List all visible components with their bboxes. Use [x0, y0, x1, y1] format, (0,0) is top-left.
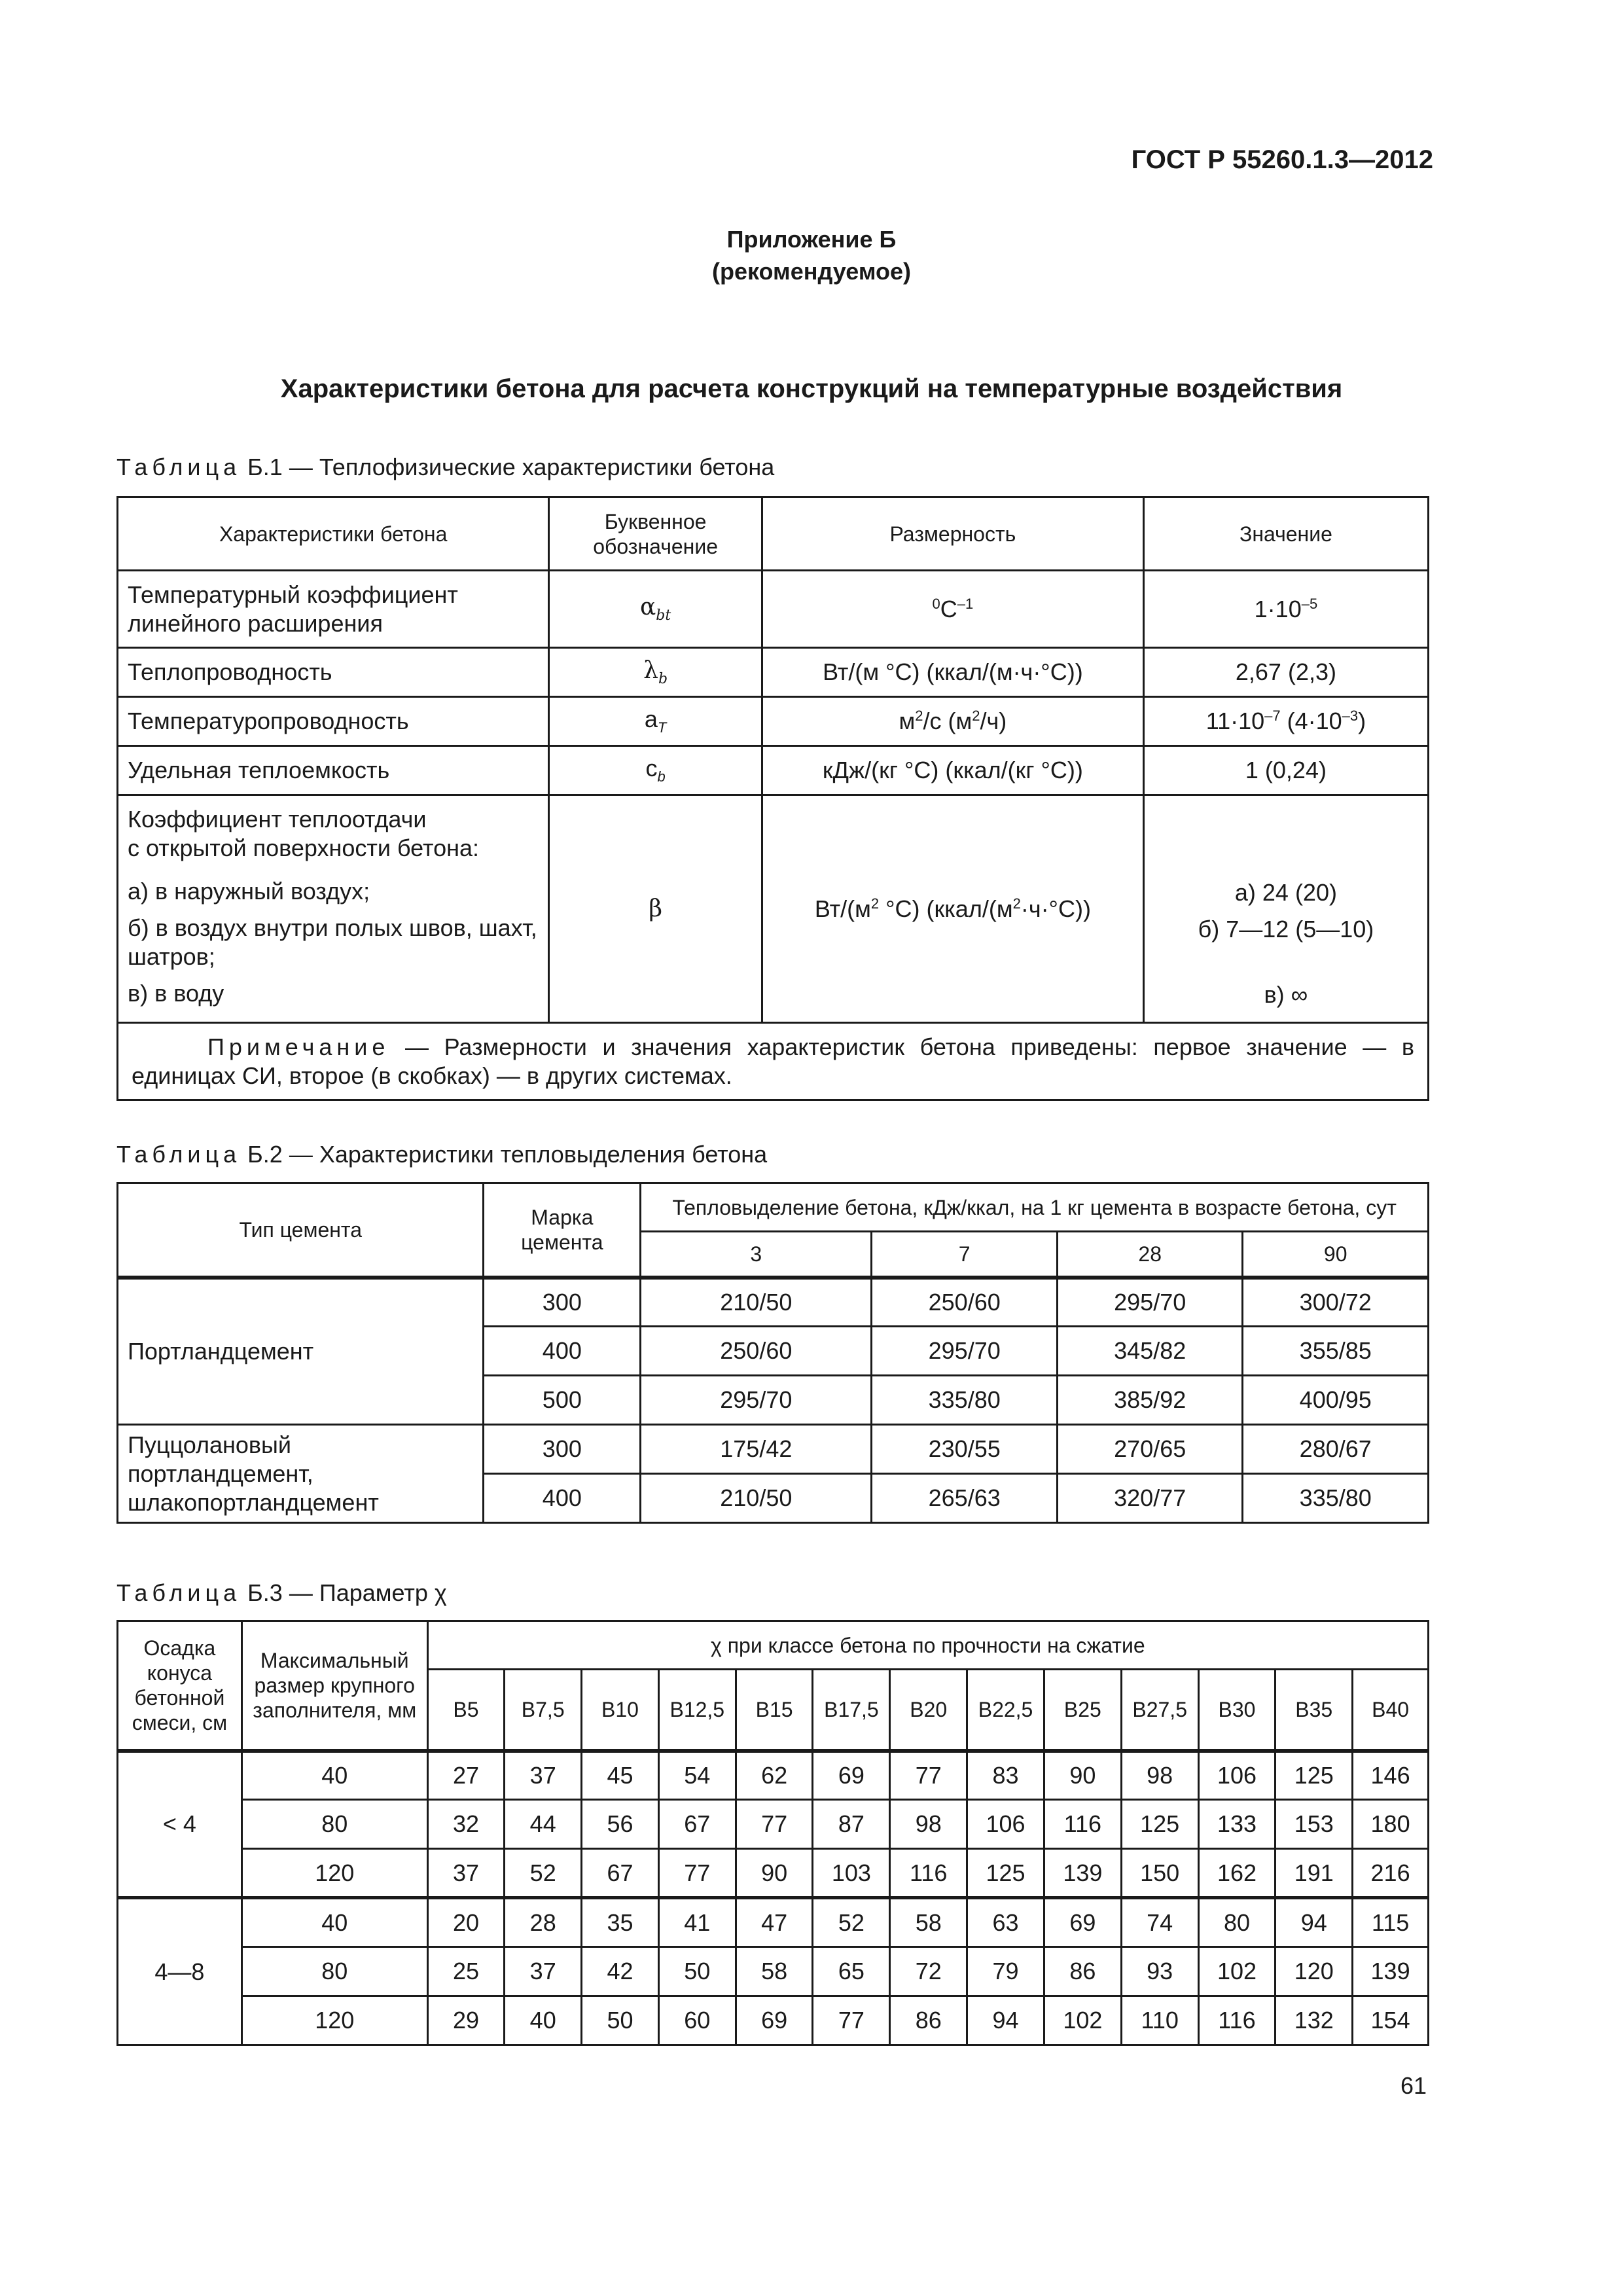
table2-cell: 335/80 [872, 1376, 1058, 1425]
table2-age: 90 [1243, 1232, 1429, 1278]
table3-cell: 58 [890, 1898, 967, 1947]
table1-unit [762, 795, 1143, 1023]
table1-unit [762, 697, 1143, 746]
table3-cell: 52 [813, 1898, 890, 1947]
table1-header-row [118, 497, 1429, 571]
table3-cell: 125 [1275, 1751, 1353, 1800]
annex-status: (рекомендуемое) [712, 258, 911, 285]
table-row [118, 1800, 1429, 1849]
table3-cell: 150 [1121, 1849, 1198, 1898]
table3-header-slump: Осадка конуса бетонной смеси, см [118, 1621, 242, 1751]
unit-text: /ч) [980, 708, 1007, 734]
table3-cell: 98 [890, 1800, 967, 1849]
table2-cell: 270/65 [1057, 1425, 1243, 1474]
table3-cell: 29 [427, 1996, 505, 2045]
table3-cell: 37 [427, 1849, 505, 1898]
table2-header-grade: Марка цемента [484, 1183, 641, 1278]
table1-characteristic-line: с открытой поверхности бетона: [128, 834, 480, 861]
unit-superscript: 2 [915, 708, 923, 724]
table3-class-header: B40 [1353, 1670, 1429, 1751]
value-text: 11·10 [1205, 708, 1265, 734]
table3-cell: 52 [505, 1849, 582, 1898]
table1-characteristic [118, 571, 549, 648]
table1-value [1143, 697, 1428, 746]
table3-cell: 90 [1044, 1751, 1121, 1800]
unit-text: м [899, 708, 916, 734]
table1-characteristic: Теплопроводность [118, 648, 549, 697]
unit-text: Вт/(м [814, 895, 871, 922]
table3-cell: 116 [1044, 1800, 1121, 1849]
table3-cell: 216 [1353, 1849, 1429, 1898]
table3-cell: 37 [505, 1947, 582, 1996]
table2-cell: 210/50 [641, 1278, 872, 1327]
table3-cell: 133 [1198, 1800, 1275, 1849]
table2-cell: 335/80 [1243, 1474, 1429, 1523]
table1-unit [762, 571, 1143, 648]
table3-cell: 86 [1044, 1947, 1121, 1996]
table2-grade: 400 [484, 1327, 641, 1376]
table1-row [118, 648, 1429, 697]
table1-header-unit: Размерность [762, 497, 1143, 571]
table2-cell: 385/92 [1057, 1376, 1243, 1425]
table3-aggregate: 80 [241, 1947, 427, 1996]
table3-class-header: B35 [1275, 1670, 1353, 1751]
table3-caption-text: Б.3 — Параметр χ [247, 1579, 447, 1606]
unit-superscript: 2 [1012, 895, 1021, 912]
table3-cell: 116 [890, 1849, 967, 1898]
table3-cell: 180 [1353, 1800, 1429, 1849]
table3-cell: 45 [582, 1751, 659, 1800]
table1-list-item: б) в воздух внутри полых швов, шахт, шатров; [128, 914, 537, 970]
table3-cell: 125 [1121, 1800, 1198, 1849]
table2-cell: 280/67 [1243, 1425, 1429, 1474]
table1-header-characteristic: Характеристики бетона [118, 497, 549, 571]
table2-cell: 295/70 [641, 1376, 872, 1425]
table1-symbol [549, 697, 762, 746]
table3-cell: 132 [1275, 1996, 1353, 2045]
table3-class-header: B27,5 [1121, 1670, 1198, 1751]
table2-grade: 400 [484, 1474, 641, 1523]
table2-cell: 355/85 [1243, 1327, 1429, 1376]
table-row [118, 1947, 1429, 1996]
table3-cell: 41 [658, 1898, 736, 1947]
section-title: Характеристики бетона для расчета конструкций на температурные воздействия [280, 374, 1343, 403]
table3-cell: 69 [813, 1751, 890, 1800]
symbol-subscript: b [657, 768, 666, 785]
table2-header-row [118, 1183, 1429, 1232]
table3-class-header: B15 [736, 1670, 813, 1751]
table3-cell: 40 [505, 1996, 582, 2045]
value-text: 1·10 [1254, 595, 1302, 622]
table1-note [118, 1023, 1429, 1100]
table1-unit: кДж/(кг °С) (ккал/(кг °С)) [762, 746, 1143, 795]
table3-class-header: B25 [1044, 1670, 1121, 1751]
table3-cell: 106 [967, 1800, 1044, 1849]
table1-value [1143, 571, 1428, 648]
value-text: ) [1358, 708, 1366, 734]
table3-cell: 79 [967, 1947, 1044, 1996]
table2-cell: 265/63 [872, 1474, 1058, 1523]
table3-cell: 94 [1275, 1898, 1353, 1947]
table3-cell: 50 [658, 1947, 736, 1996]
symbol-lambda: λ [643, 656, 658, 684]
table1-symbol [549, 571, 762, 648]
table3-cell: 83 [967, 1751, 1044, 1800]
table1-characteristic-line: линейного расширения [128, 609, 383, 637]
table3-cell: 56 [582, 1800, 659, 1849]
table3-cell: 94 [967, 1996, 1044, 2045]
note-text: — Размерности и значения характеристик бетона приведены: первое значение — в единицах СИ, второе (в скобках) — в других системах. [132, 1033, 1414, 1089]
table3-caption-label: Таблица [116, 1579, 241, 1606]
table3-class-header: B22,5 [967, 1670, 1044, 1751]
table1-list-item: в) в воду [128, 980, 224, 1007]
table1-row [118, 746, 1429, 795]
unit-superscript: –1 [957, 595, 974, 612]
table3-cell: 139 [1044, 1849, 1121, 1898]
table1-characteristic: Температуропроводность [118, 697, 549, 746]
table2-cell: 300/72 [1243, 1278, 1429, 1327]
table3-slump: < 4 [118, 1751, 242, 1898]
note-label: Примечание [207, 1033, 390, 1060]
symbol-a: a [644, 706, 658, 733]
table3-cell: 146 [1353, 1751, 1429, 1800]
table3-cell: 102 [1044, 1996, 1121, 2045]
table1-characteristic-line: Коэффициент теплоотдачи [128, 806, 427, 833]
value-superscript: –3 [1342, 708, 1359, 724]
table3-class-header: B5 [427, 1670, 505, 1751]
table3-cell: 115 [1353, 1898, 1429, 1947]
table3-cell: 110 [1121, 1996, 1198, 2045]
table3-cell: 62 [736, 1751, 813, 1800]
value-superscript: –7 [1264, 708, 1281, 724]
table1-value: 1 (0,24) [1143, 746, 1428, 795]
table3-cell: 63 [967, 1898, 1044, 1947]
table2-cement-type: Пуццолановый портландцемент, шлакопортландцемент [118, 1425, 484, 1523]
table3-cell: 191 [1275, 1849, 1353, 1898]
table3-cell: 154 [1353, 1996, 1429, 2045]
table3-class-header: B7,5 [505, 1670, 582, 1751]
table3-cell: 139 [1353, 1947, 1429, 1996]
table2-cell: 250/60 [641, 1327, 872, 1376]
table3-aggregate: 40 [241, 1751, 427, 1800]
table3-cell: 86 [890, 1996, 967, 2045]
table3-cell: 90 [736, 1849, 813, 1898]
table3-cell: 103 [813, 1849, 890, 1898]
table2-grade: 300 [484, 1278, 641, 1327]
table3-cell: 116 [1198, 1996, 1275, 2045]
table2-cement-type: Портландцемент [118, 1278, 484, 1425]
table-row [118, 1849, 1429, 1898]
table1-row [118, 571, 1429, 648]
table1-value: 2,67 (2,3) [1143, 648, 1428, 697]
table3-cell: 153 [1275, 1800, 1353, 1849]
table1-caption-label: Таблица [116, 454, 241, 480]
table3-cell: 77 [658, 1849, 736, 1898]
table3-cell: 102 [1198, 1947, 1275, 1996]
table1-row [118, 697, 1429, 746]
table1-caption [116, 454, 774, 481]
annex-title: Приложение Б [726, 226, 897, 253]
table1-characteristic-line: Температурный коэффициент [128, 581, 458, 608]
table3-cell: 162 [1198, 1849, 1275, 1898]
table3-aggregate: 120 [241, 1996, 427, 2045]
table3-cell: 28 [505, 1898, 582, 1947]
unit-text: C [940, 595, 957, 622]
unit-text: °С) (ккал/(м [879, 895, 1013, 922]
table3-header-chi: χ при классе бетона по прочности на сжатие [427, 1621, 1428, 1670]
symbol-subscript: bt [656, 607, 671, 624]
table3-cell: 93 [1121, 1947, 1198, 1996]
table2-cell: 400/95 [1243, 1376, 1429, 1425]
table2-caption-text: Б.2 — Характеристики тепловыделения бетона [247, 1141, 768, 1168]
symbol-subscript: b [658, 671, 668, 688]
table2-cell: 345/82 [1057, 1327, 1243, 1376]
table2-cell: 210/50 [641, 1474, 872, 1523]
table1-value-item: в) ∞ [1264, 981, 1308, 1008]
table1-caption-text: Б.1 — Теплофизические характеристики бетона [247, 454, 775, 480]
table3-cell: 77 [890, 1751, 967, 1800]
table2-cell: 295/70 [1057, 1278, 1243, 1327]
table2-age: 28 [1057, 1232, 1243, 1278]
table3-cell: 87 [813, 1800, 890, 1849]
table1-symbol [549, 648, 762, 697]
table3-class-header: B17,5 [813, 1670, 890, 1751]
table1-value-item: а) 24 (20) [1234, 879, 1337, 906]
table3-cell: 77 [736, 1800, 813, 1849]
table1-characteristic [118, 795, 549, 1023]
table3-cell: 69 [1044, 1898, 1121, 1947]
table3-header-aggregate: Максимальный размер крупного заполнителя, мм [241, 1621, 427, 1751]
table3-class-header: B12,5 [658, 1670, 736, 1751]
table3-cell: 106 [1198, 1751, 1275, 1800]
table3-cell: 58 [736, 1947, 813, 1996]
table2-caption-label: Таблица [116, 1141, 241, 1168]
table3-cell: 80 [1198, 1898, 1275, 1947]
table3-cell: 35 [582, 1898, 659, 1947]
table3-cell: 32 [427, 1800, 505, 1849]
table-row [118, 1898, 1429, 1947]
table1-symbol [549, 795, 762, 1023]
standard-designation: ГОСТ Р 55260.1.3—2012 [1131, 145, 1433, 174]
table-row [118, 1751, 1429, 1800]
table3-cell: 25 [427, 1947, 505, 1996]
table1-note-row [118, 1023, 1429, 1100]
table3 [116, 1620, 1429, 2046]
symbol-subscript: T [657, 719, 667, 736]
table1-symbol [549, 746, 762, 795]
table3-cell: 67 [582, 1849, 659, 1898]
table3-cell: 65 [813, 1947, 890, 1996]
table3-cell: 69 [736, 1996, 813, 2045]
table2 [116, 1182, 1429, 1524]
table3-header-row [118, 1621, 1429, 1670]
table3-cell: 50 [582, 1996, 659, 2045]
table3-slump: 4—8 [118, 1898, 242, 2045]
symbol-alpha: α [639, 594, 656, 621]
table3-cell: 74 [1121, 1898, 1198, 1947]
table3-cell: 44 [505, 1800, 582, 1849]
table1-value-item: б) 7—12 (5—10) [1198, 916, 1374, 942]
table3-cell: 54 [658, 1751, 736, 1800]
table2-cell: 295/70 [872, 1327, 1058, 1376]
unit-superscript: 2 [972, 708, 980, 724]
table3-cell: 60 [658, 1996, 736, 2045]
table1-characteristic: Удельная теплоемкость [118, 746, 549, 795]
table3-cell: 125 [967, 1849, 1044, 1898]
table2-cell: 175/42 [641, 1425, 872, 1474]
table2-age: 3 [641, 1232, 872, 1278]
table1-row-heat-transfer [118, 795, 1429, 1023]
table1-unit: Вт/(м °С) (ккал/(м·ч·°С)) [762, 648, 1143, 697]
table2-age: 7 [872, 1232, 1058, 1278]
table3-cell: 67 [658, 1800, 736, 1849]
symbol-c: c [645, 755, 658, 782]
table3-cell: 42 [582, 1947, 659, 1996]
table3-cell: 120 [1275, 1947, 1353, 1996]
table-row [118, 1425, 1429, 1474]
table3-class-header: B30 [1198, 1670, 1275, 1751]
table1-value [1143, 795, 1428, 1023]
table2-cell: 250/60 [872, 1278, 1058, 1327]
table-row [118, 1996, 1429, 2045]
table-row [118, 1278, 1429, 1327]
table2-grade: 300 [484, 1425, 641, 1474]
unit-superscript: 0 [932, 595, 940, 612]
table2-header-type: Тип цемента [118, 1183, 484, 1278]
table3-cell: 47 [736, 1898, 813, 1947]
table3-caption [116, 1579, 447, 1607]
table1-list-item: а) в наружный воздух; [128, 878, 370, 905]
table3-aggregate: 80 [241, 1800, 427, 1849]
value-superscript: –5 [1301, 595, 1318, 612]
table3-cell: 72 [890, 1947, 967, 1996]
table3-class-header: B20 [890, 1670, 967, 1751]
table3-aggregate: 120 [241, 1849, 427, 1898]
table2-grade: 500 [484, 1376, 641, 1425]
table3-cell: 77 [813, 1996, 890, 2045]
table2-caption [116, 1141, 767, 1168]
unit-superscript: 2 [870, 895, 880, 912]
table3-cell: 98 [1121, 1751, 1198, 1800]
table3-cell: 37 [505, 1751, 582, 1800]
page-number: 61 [1400, 2072, 1427, 2099]
unit-text: ·ч·°С)) [1020, 895, 1091, 922]
table3-aggregate: 40 [241, 1898, 427, 1947]
table2-header-heat: Тепловыделение бетона, кДж/ккал, на 1 кг цемента в возрасте бетона, сут [641, 1183, 1429, 1232]
unit-text: /с (м [923, 708, 972, 734]
table3-cell: 27 [427, 1751, 505, 1800]
table2-cell: 320/77 [1057, 1474, 1243, 1523]
table1-header-symbol: Буквенное обозначение [549, 497, 762, 571]
table3-cell: 20 [427, 1898, 505, 1947]
table1 [116, 496, 1429, 1101]
table1-header-value: Значение [1143, 497, 1428, 571]
table2-cell: 230/55 [872, 1425, 1058, 1474]
value-text: (4·10 [1280, 708, 1342, 734]
table3-class-header: B10 [582, 1670, 659, 1751]
symbol-beta: β [649, 895, 663, 922]
